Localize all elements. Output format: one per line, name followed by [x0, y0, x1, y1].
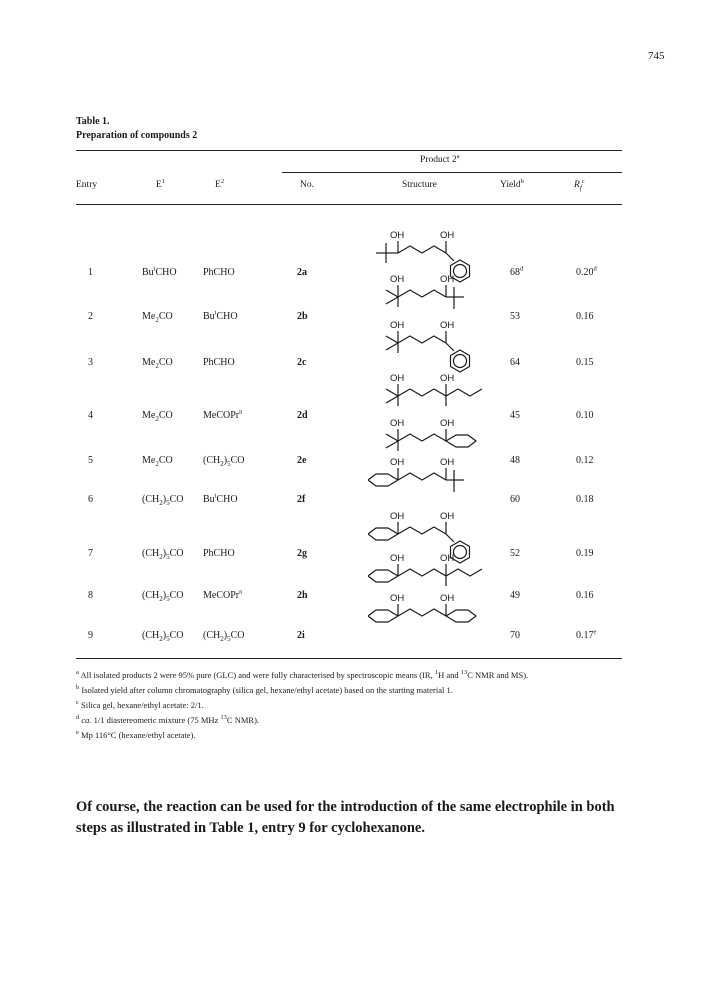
- cell-e1: $Me_2CO$: [142, 455, 173, 468]
- body-paragraph: Of course, the reaction can be used for the introduction of the same electrophile in both steps as illustrated in Table 1, entry 9 for cyclohexanone.: [76, 799, 615, 836]
- cell-no: 2c: [297, 357, 307, 368]
- product-header: Product 2$^a$: [420, 152, 460, 165]
- column-header-entry: Entry: [76, 180, 98, 190]
- cell-yield: 45: [510, 410, 520, 421]
- cell-no: 2e: [297, 455, 307, 466]
- carbon-chain-bond: [398, 336, 446, 343]
- cell-yield: 53: [510, 311, 520, 322]
- cell-e1: $(CH_2)_5CO$: [142, 494, 184, 507]
- oh-label: OH: [440, 418, 455, 429]
- oh-label: OH: [390, 457, 405, 468]
- cyclohexane-ring: [368, 528, 398, 540]
- cell-e1: Bu$^t$CHO: [142, 265, 177, 278]
- cell-rf: 0.18: [576, 494, 594, 505]
- cyclohexane-ring: [368, 474, 398, 486]
- cell-rf: 0.17e: [576, 628, 597, 641]
- cell-e2: Bu$^t$CHO: [203, 492, 238, 505]
- cell-e2: PhCHO: [203, 357, 235, 368]
- carbon-chain-bond: [398, 569, 446, 576]
- column-header-e2: $E^2$: [215, 177, 225, 190]
- cell-e2: PhCHO: [203, 267, 235, 278]
- carbon-chain-bond: [398, 609, 446, 616]
- cell-no: 2i: [297, 630, 305, 641]
- cell-e2: $(CH_2)_5CO$: [203, 630, 245, 643]
- cell-e2: MeCOPr$^n$: [203, 588, 243, 601]
- cell-entry: 2: [88, 311, 93, 322]
- carbon-chain-bond: [398, 527, 446, 534]
- cell-no: 2a: [297, 267, 307, 278]
- table-bottom-rule: [76, 658, 622, 659]
- table-subtitle: Preparation of compounds 2: [76, 130, 198, 141]
- oh-label: OH: [390, 274, 405, 285]
- product-header-rule: [282, 172, 622, 173]
- oh-label: OH: [440, 230, 455, 241]
- cell-yield: 60: [510, 494, 520, 505]
- cell-rf: 0.19: [576, 548, 594, 559]
- cell-e1: $(CH_2)_5CO$: [142, 590, 184, 603]
- cell-yield: 48: [510, 455, 520, 466]
- carbon-chain-bond: [398, 434, 446, 441]
- cyclohexane-ring: [446, 435, 476, 447]
- cell-rf: 0.16: [576, 590, 594, 601]
- column-header-structure: Structure: [402, 180, 437, 190]
- cell-rf: 0.15: [576, 357, 594, 368]
- cell-e1: $(CH_2)_5CO$: [142, 548, 184, 561]
- cell-e1: $Me_2CO$: [142, 410, 173, 423]
- cell-e2: Bu$^t$CHO: [203, 309, 238, 322]
- oh-label: OH: [390, 230, 405, 241]
- cell-no: 2h: [297, 590, 308, 601]
- footnote-c: $^c$ Silica gel, hexane/ethyl acetate: 2/1.: [76, 699, 204, 710]
- oh-label: OH: [390, 553, 405, 564]
- oh-label: OH: [390, 418, 405, 429]
- cell-rf: 0.16: [576, 311, 594, 322]
- carbon-chain-bond: [398, 389, 446, 396]
- structure-diagram: [368, 454, 488, 514]
- cell-no: 2d: [297, 410, 308, 421]
- table-header-rule: [76, 204, 622, 205]
- footnote-a: $^a$ All isolated products 2 were 95% pure (GLC) and were fully characterised by spectroscopic means (IR, $^1$H and $^{13}$C NMR and MS).: [76, 669, 529, 680]
- cell-yield: 68$^d$: [510, 265, 524, 278]
- structure-diagram: [368, 590, 488, 650]
- oh-label: OH: [440, 553, 455, 564]
- cell-no: 2f: [297, 494, 306, 505]
- cell-no: 2g: [297, 548, 307, 559]
- oh-label: OH: [390, 320, 405, 331]
- footnote-b: $^b$ Isolated yield after column chromatography (silica gel, hexane/ethyl acetate) based on the starting material 1.: [76, 684, 453, 695]
- oh-label: OH: [390, 511, 405, 522]
- cell-rf: 0.20$^d$: [576, 265, 597, 278]
- cell-e1: $(CH_2)_5CO$: [142, 630, 184, 643]
- cell-yield: 52: [510, 548, 520, 559]
- footnote-d: $^d$ ca. 1/1 diastereomeric mixture (75 MHz $^{13}$C NMR).: [76, 714, 260, 725]
- cell-rf: 0.12: [576, 455, 594, 466]
- gem-dimethyl-bond: [386, 290, 398, 304]
- carbon-chain-bond: [398, 246, 446, 253]
- cell-entry: 5: [88, 455, 93, 466]
- cell-e2: PhCHO: [203, 548, 235, 559]
- cell-e1: $Me_2CO$: [142, 357, 173, 370]
- cell-yield: 70: [510, 630, 520, 641]
- footnote-e: $^e$ Mp 116°C (hexane/ethyl acetate).: [76, 729, 196, 740]
- cyclohexane-ring: [446, 610, 476, 622]
- oh-label: OH: [440, 373, 455, 384]
- cell-entry: 8: [88, 590, 93, 601]
- column-header-no: No.: [300, 180, 314, 190]
- carbon-chain-bond: [398, 473, 446, 480]
- cell-entry: 3: [88, 357, 93, 368]
- aryl-bond: [446, 343, 454, 351]
- oh-label: OH: [390, 593, 405, 604]
- cell-e1: $Me_2CO$: [142, 311, 173, 324]
- carbon-chain-bond: [398, 290, 446, 297]
- gem-dimethyl-bond: [386, 434, 398, 448]
- oh-label: OH: [440, 274, 455, 285]
- aryl-bond: [446, 253, 454, 261]
- oh-label: OH: [440, 593, 455, 604]
- cell-entry: 4: [88, 410, 93, 421]
- cell-e2: $(CH_2)_5CO$: [203, 455, 245, 468]
- column-header-rf: $R_f^c$: [574, 177, 585, 192]
- cyclohexane-ring: [368, 570, 398, 582]
- aromatic-circle: [454, 355, 467, 368]
- gem-dimethyl-bond: [386, 389, 398, 403]
- table-top-rule: [76, 150, 622, 151]
- oh-label: OH: [440, 320, 455, 331]
- cell-entry: 6: [88, 494, 93, 505]
- column-header-yield: Yield$^b$: [500, 177, 524, 190]
- aryl-bond: [446, 534, 454, 542]
- column-header-e1: $E^1$: [156, 177, 166, 190]
- oh-label: OH: [390, 373, 405, 384]
- cell-yield: 49: [510, 590, 520, 601]
- page-number: 745: [648, 50, 665, 62]
- oh-label: OH: [440, 457, 455, 468]
- cell-yield: 64: [510, 357, 520, 368]
- propyl-bond: [446, 389, 482, 396]
- oh-label: OH: [440, 511, 455, 522]
- cell-entry: 1: [88, 267, 93, 278]
- cell-rf: 0.10: [576, 410, 594, 421]
- gem-dimethyl-bond: [386, 336, 398, 350]
- cell-entry: 7: [88, 548, 93, 559]
- propyl-bond: [446, 569, 482, 576]
- cell-entry: 9: [88, 630, 93, 641]
- cell-e2: MeCOPr$^n$: [203, 408, 243, 421]
- structure-diagram: [368, 317, 488, 377]
- cell-no: 2b: [297, 311, 308, 322]
- cyclohexane-ring: [368, 610, 398, 622]
- table-title: Table 1.: [76, 116, 110, 127]
